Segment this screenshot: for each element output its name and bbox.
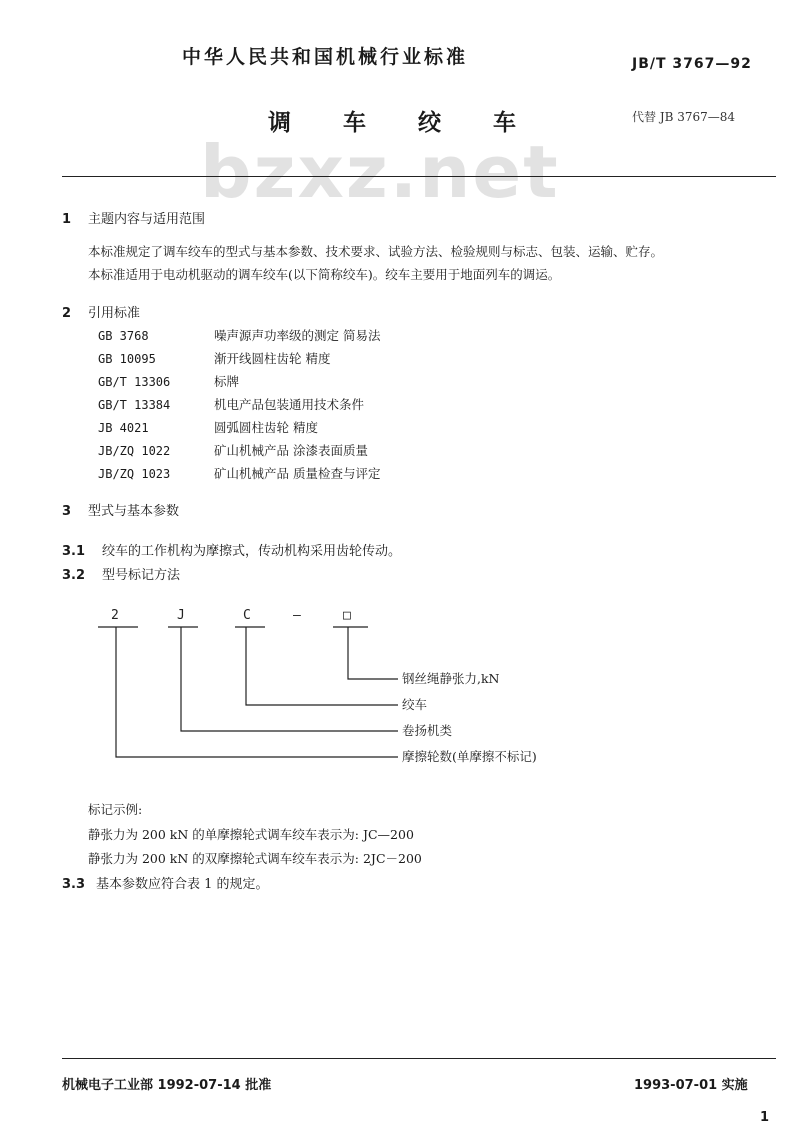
section-number: 2 [62, 306, 72, 321]
symbol-class: J [177, 608, 185, 623]
reference-item [98, 326, 380, 344]
reference-code: JB 4021 [98, 421, 149, 435]
examples-heading: 标记示例: [88, 802, 143, 817]
reference-item [98, 349, 330, 367]
section-2-heading [62, 302, 140, 321]
section-title: 主题内容与适用范围 [88, 212, 206, 227]
reference-title: 渐开线圆柱齿轮 精度 [214, 351, 331, 366]
symbol-winch: C [243, 608, 251, 623]
reference-code: GB/T 13306 [98, 375, 171, 389]
section-number: 1 [62, 212, 72, 227]
section-1-heading [62, 208, 205, 227]
clause-3-1 [62, 540, 401, 559]
reference-title: 标牌 [214, 374, 240, 389]
reference-title: 噪声源声功率级的测定 简易法 [214, 328, 381, 343]
symbol-dash: — [293, 608, 301, 623]
section-1-paragraph-1: 本标准规定了调车绞车的型式与基本参数、技术要求、试验方法、检验规则与标志、包装、运输、贮存。 [88, 244, 664, 259]
label-friction-count: 摩擦轮数(单摩擦不标记) [402, 749, 537, 764]
label-winch: 绞车 [402, 697, 428, 712]
standard-number: JB/T 3767—92 [632, 56, 752, 72]
reference-item [98, 464, 380, 482]
replaces-note: 代替 JB 3767—84 [632, 110, 736, 124]
symbol-tension: □ [343, 608, 351, 623]
section-1-paragraph-2: 本标准适用于电动机驱动的调车绞车(以下简称绞车)。绞车主要用于地面列车的调运。 [88, 267, 561, 282]
reference-item [98, 372, 239, 390]
watermark: bzxz.net [200, 130, 560, 214]
clause-text: 基本参数应符合表 1 的规定。 [96, 877, 269, 892]
clause-number: 3.1 [62, 544, 86, 559]
section-3-heading [62, 500, 179, 519]
reference-code: JB/ZQ 1022 [98, 444, 171, 458]
effective-date: 1993-07-01 实施 [634, 1078, 748, 1093]
model-designation-diagram [90, 605, 590, 775]
reference-item [98, 418, 318, 436]
reference-code: GB 10095 [98, 352, 156, 366]
section-title: 型式与基本参数 [88, 504, 180, 519]
standard-organization: 中华人民共和国机械行业标准 [182, 46, 469, 68]
reference-title: 矿山机械产品 质量检查与评定 [214, 466, 381, 481]
page-number: 1 [760, 1110, 770, 1125]
reference-code: JB/ZQ 1023 [98, 467, 171, 481]
reference-item [98, 441, 368, 459]
section-number: 3 [62, 504, 72, 519]
label-class: 卷扬机类 [402, 723, 453, 738]
document-title: 调 车 绞 车 [268, 110, 539, 136]
example-1: 静张力为 200 kN 的单摩擦轮式调车绞车表示为: JC—200 [88, 827, 414, 842]
clause-3-2 [62, 564, 180, 583]
header-rule [62, 176, 776, 177]
reference-code: GB/T 13384 [98, 398, 171, 412]
label-tension: 钢丝绳静张力,kN [402, 671, 500, 686]
reference-title: 机电产品包装通用技术条件 [214, 397, 365, 412]
reference-title: 矿山机械产品 涂漆表面质量 [214, 443, 368, 458]
clause-number: 3.2 [62, 568, 86, 583]
issuer-approval: 机械电子工业部 1992-07-14 批准 [62, 1078, 272, 1093]
reference-item [98, 395, 364, 413]
footer-rule [62, 1058, 776, 1059]
symbol-friction-count: 2 [111, 608, 119, 623]
clause-text: 绞车的工作机构为摩擦式，传动机构采用齿轮传动。 [102, 544, 402, 559]
example-2: 静张力为 200 kN 的双摩擦轮式调车绞车表示为: 2JC－200 [88, 851, 422, 866]
clause-text: 型号标记方法 [102, 568, 181, 583]
clause-number: 3.3 [62, 877, 86, 892]
section-title: 引用标准 [88, 306, 141, 321]
reference-code: GB 3768 [98, 329, 149, 343]
reference-title: 圆弧圆柱齿轮 精度 [214, 420, 318, 435]
clause-3-3 [62, 873, 269, 892]
